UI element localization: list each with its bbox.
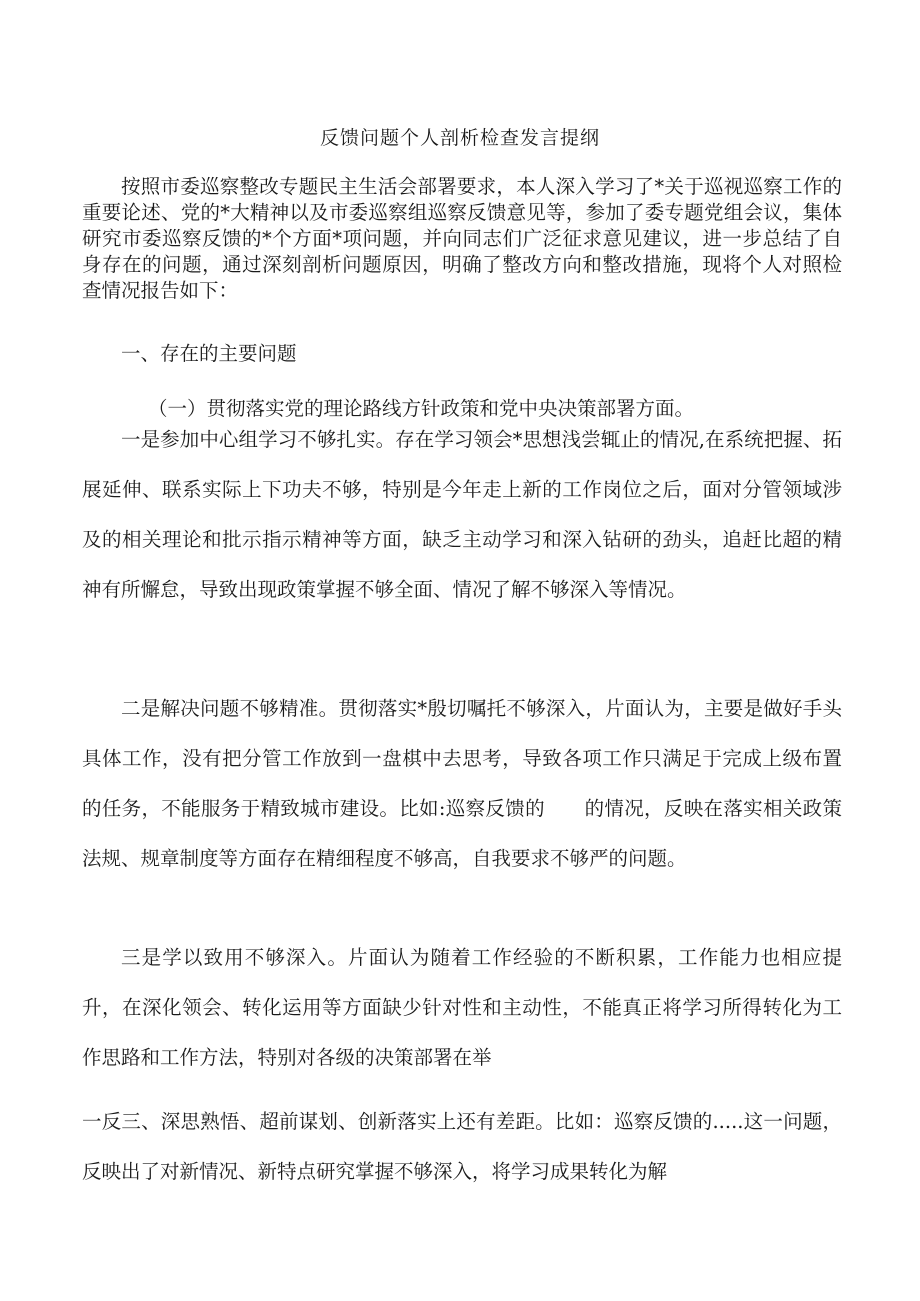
document-title: 反馈问题个人剖析检查发言提纲 (319, 127, 600, 149)
paragraph-application: 三是学以致用不够深入。片面认为随着工作经验的不断积累，工作能力也相应提升，在深化领会、转化运用等方面缺少针对性和主动性，不能真正将学习所得转化为工作思路和工作方法，特别对各级的决策部署在举 (82, 946, 842, 1069)
subsection-heading: （一）贯彻落实党的理论路线方针政策和党中央决策部署方面。 (148, 397, 695, 420)
intro-paragraph: 按照市委巡察整改专题民主生活会部署要求，本人深入学习了*关于巡视巡察工作的重要论述、党的*大精神以及市委巡察组巡察反馈意见等，参加了委专题党组会议，集体研究市委巡察反馈的*个方面*项问题，并向同志们广泛征求意见建议，进一步总结了自身存在的问题，通过深刻剖析问题原因，明确了整改方向和整改措施，现将个人对照检查情况报告如下： (82, 175, 842, 302)
section-heading: 一、存在的主要问题 (121, 342, 297, 365)
paragraph-continuation: 一反三、深思熟悟、超前谋划、创新落实上还有差距。比如：巡察反馈的.....这一问题，反映出了对新情况、新特点研究掌握不够深入，将学习成果转化为解 (82, 1110, 842, 1183)
paragraph-problem-solving: 二是解决问题不够精准。贯彻落实*殷切嘱托不够深入，片面认为，主要是做好手头具体工作，没有把分管工作放到一盘棋中去思考，导致各项工作只满足于完成上级布置的任务，不能服务于精致城市建设。比如:巡察反馈的 的情况，反映在落实相关政策法规、规章制度等方面存在精细程度不够高，自我要求不够严的问题。 (82, 697, 842, 870)
paragraph-study: 一是参加中心组学习不够扎实。存在学习领会*思想浅尝辄止的情况,在系统把握、拓展延伸、联系实际上下功夫不够，特别是今年走上新的工作岗位之后，面对分管领域涉及的相关理论和批示指示精神等方面，缺乏主动学习和深入钻研的劲头，追赶比超的精神有所懈怠，导致出现政策掌握不够全面、情况了解不够深入等情况。 (82, 428, 842, 601)
